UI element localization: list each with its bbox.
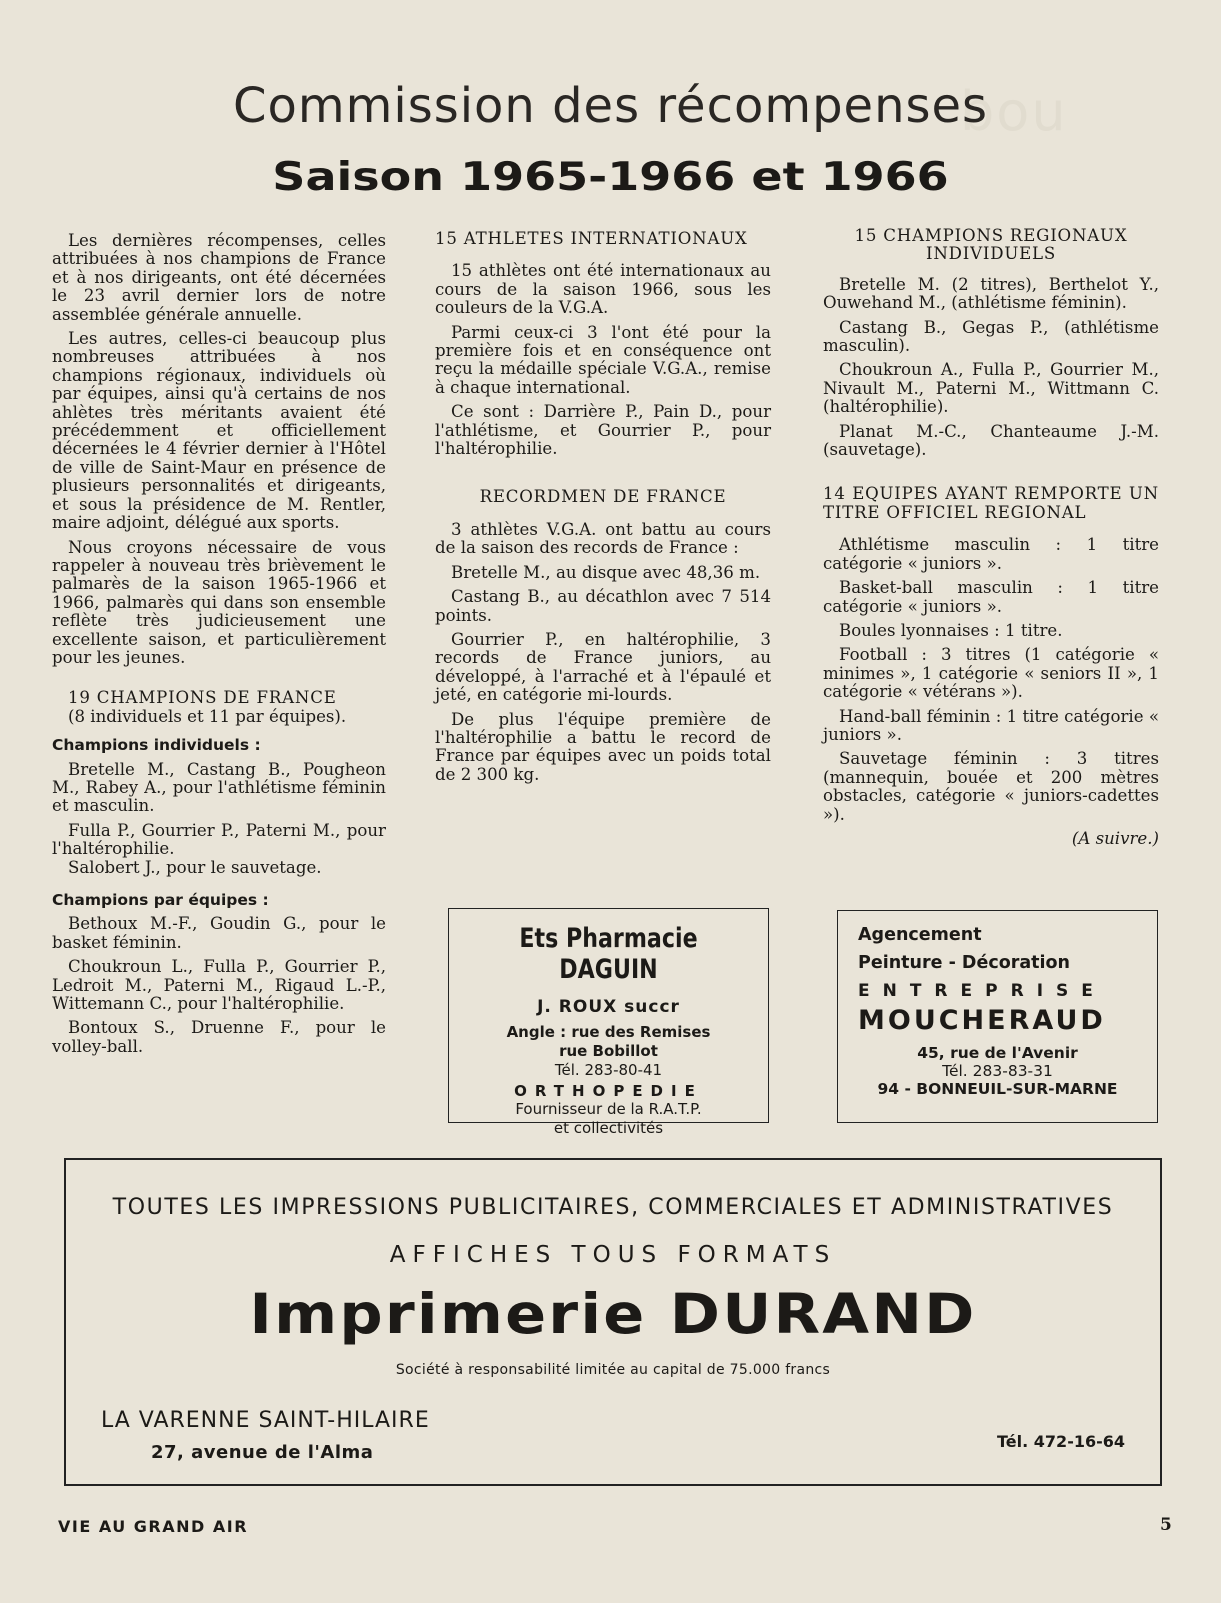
ad-pharmacie-daguin — [448, 908, 769, 1137]
background-ghost-text: bou — [960, 80, 1068, 143]
list-item: Bethoux M.-F., Goudin G., pour le basket féminin. — [52, 914, 386, 952]
list-item: Salobert J., pour le sauvetage. — [68, 857, 322, 877]
intro-paragraph: Les dernières récompenses, celles attribuées à nos champions de France et à nos dirigeants, ont été décernées le 23 avril dernier lors de notre assemblée générale annuelle. — [52, 231, 386, 324]
ad-pharmacie-owner: J. ROUX succr — [537, 997, 680, 1017]
column-3 — [823, 227, 1159, 848]
paragraph: Parmi ceux-ci 3 l'ont été pour la première fois et en conséquence ont reçu la médaille spéciale V.G.A., remise à chaque international. — [435, 322, 771, 397]
ad-pharmacie-address: rue Bobillot — [559, 1042, 658, 1060]
column-1 — [52, 232, 386, 1062]
intro-paragraph: Les autres, celles-ci beaucoup plus nombreuses attribuées à nos champions régionaux, individuels où par équipes, ainsi qu'à certains de nos ahlètes très méritants avaient été précédemment et officiellement décernées le 4 février dernier à l'Hôtel de ville de Saint-Maur en présence de plusieurs personnalités et dirigeants, et sous la présidence de M. Rentler, maire adjoint, délégué aux sports. — [52, 329, 386, 533]
paragraph: Gourrier P., en haltérophilie, 3 records de France juniors, au développé, à l'arraché et à l'épaulé et jeté, en catégorie mi-lourds. — [435, 629, 771, 705]
ad-moucheraud-line: ENTREPRISE — [858, 981, 1106, 1001]
team-champions-title: Champions par équipes : — [52, 891, 269, 909]
ad-pharmacie-tel: Tél. 283-80-41 — [554, 1061, 663, 1079]
to-be-continued: (A suivre.) — [1071, 828, 1159, 848]
ad-moucheraud-tel: Tél. 283-83-31 — [942, 1062, 1053, 1080]
page-subtitle: Saison 1965-1966 et 1966 — [272, 155, 949, 200]
paragraph: Athlétisme masculin : 1 titre catégorie « juniors ». — [823, 535, 1159, 573]
column-2 — [435, 230, 771, 790]
paragraph: De plus l'équipe première de l'haltérophilie a battu le record de France par équipes avec un poids total de 2 300 kg. — [435, 709, 771, 784]
ad-pharmacie-name: Ets Pharmacie DAGUIN — [519, 923, 698, 985]
ad-moucheraud-line: Agencement — [858, 925, 982, 945]
paragraph: Football : 3 titres (1 catégorie « minimes », 1 catégorie « seniors II », 1 catégorie « vétérans »). — [823, 645, 1159, 702]
ad-moucheraud-line: Peinture - Décoration — [858, 953, 1070, 973]
section-heading-equipes: 14 EQUIPES AYANT REMPORTE UN TITRE OFFICIEL REGIONAL — [823, 484, 1159, 522]
ad-durand-tel: Tél. 472-16-64 — [997, 1432, 1125, 1451]
page-title: Commission des récompenses — [232, 78, 989, 134]
paragraph: Planat M.-C., Chanteaume J.-M. (sauvetage). — [823, 421, 1159, 460]
magazine-name: VIE AU GRAND AIR — [58, 1517, 249, 1536]
ad-durand-address: 27, avenue de l'Alma — [151, 1442, 374, 1463]
paragraph: Hand-ball féminin : 1 titre catégorie « juniors ». — [823, 706, 1159, 744]
ad-imprimerie-durand — [64, 1158, 1162, 1486]
ad-durand-line: TOUTES LES IMPRESSIONS PUBLICITAIRES, COMMERCIALES ET ADMINISTRATIVES — [112, 1195, 1114, 1220]
ad-durand-name: Imprimerie DURAND — [249, 1282, 977, 1346]
page-number: 5 — [1160, 1515, 1172, 1535]
ad-moucheraud-name: MOUCHERAUD — [858, 1005, 1106, 1036]
paragraph: Ce sont : Darrière P., Pain D., pour l'athlétisme, et Gourrier P., pour l'haltérophilie. — [435, 402, 771, 459]
paragraph: Bretelle M., au disque avec 48,36 m. — [451, 562, 761, 582]
paragraph: Bretelle M. (2 titres), Berthelot Y., Ouwehand M., (athlétisme féminin). — [823, 274, 1159, 313]
paragraph: Castang B., Gegas P., (athlétisme masculin). — [823, 317, 1159, 356]
paragraph: Boules lyonnaises : 1 titre. — [839, 620, 1063, 640]
ad-entreprise-moucheraud — [837, 910, 1158, 1123]
section-heading-regionaux: 15 CHAMPIONS REGIONAUX INDIVIDUELS — [854, 226, 1128, 264]
paragraph: Choukroun A., Fulla P., Gourrier M., Nivault M., Paterni M., Wittmann C. (haltérophilie). — [823, 360, 1159, 417]
list-item: Choukroun L., Fulla P., Gourrier P., Ledroit M., Paterni M., Rigaud L.-P., Wittemann C., pour l'haltérophilie. — [52, 957, 386, 1014]
section-subheading: (8 individuels et 11 par équipes). — [68, 706, 347, 726]
ad-pharmacie-supplier: Fournisseur de la R.A.T.P. — [515, 1100, 702, 1118]
section-heading-recordmen: RECORDMEN DE FRANCE — [479, 487, 727, 507]
intro-paragraph: Nous croyons nécessaire de vous rappeler à nouveau très brièvement le palmarès de la saison 1965-1966 et 1966, palmarès qui dans son ensemble reflète très judicieusement une excellente saison, et particulièrement pour les jeunes. — [52, 537, 386, 667]
ad-moucheraud-city: 94 - BONNEUIL-SUR-MARNE — [877, 1080, 1118, 1098]
list-item: Bretelle M., Castang B., Pougheon M., Rabey A., pour l'athlétisme féminin et masculin. — [52, 759, 386, 816]
ad-pharmacie-specialty: ORTHOPEDIE — [514, 1082, 703, 1100]
ad-pharmacie-supplier: et collectivités — [553, 1119, 664, 1137]
ad-durand-line: AFFICHES TOUS FORMATS — [389, 1242, 837, 1268]
list-item: Fulla P., Gourrier P., Paterni M., pour l'haltérophilie. — [52, 820, 386, 859]
section-heading-internationaux: 15 ATHLETES INTERNATIONAUX — [435, 229, 748, 248]
paragraph: Castang B., au décathlon avec 7 514 points. — [435, 587, 771, 625]
ad-moucheraud-address: 45, rue de l'Avenir — [917, 1044, 1078, 1062]
paragraph: Sauvetage féminin : 3 titres (mannequin, bouée et 200 mètres obstacles, catégorie « juniors-cadettes »). — [823, 749, 1159, 824]
paragraph: 15 athlètes ont été internationaux au cours de la saison 1966, sous les couleurs de la V.G.A. — [435, 261, 771, 318]
ad-durand-legal: Société à responsabilité limitée au capital de 75.000 francs — [395, 1362, 831, 1378]
section-heading-champions-france: 19 CHAMPIONS DE FRANCE — [68, 688, 337, 708]
paragraph: 3 athlètes V.G.A. ont battu au cours de la saison des records de France : — [435, 519, 771, 558]
paragraph: Basket-ball masculin : 1 titre catégorie « juniors ». — [823, 578, 1159, 616]
list-item: Bontoux S., Druenne F., pour le volley-ball. — [52, 1018, 386, 1056]
individual-champions-title: Champions individuels : — [52, 736, 261, 755]
ad-pharmacie-address: Angle : rue des Remises — [506, 1023, 711, 1041]
ad-durand-city: LA VARENNE SAINT-HILAIRE — [101, 1408, 430, 1433]
